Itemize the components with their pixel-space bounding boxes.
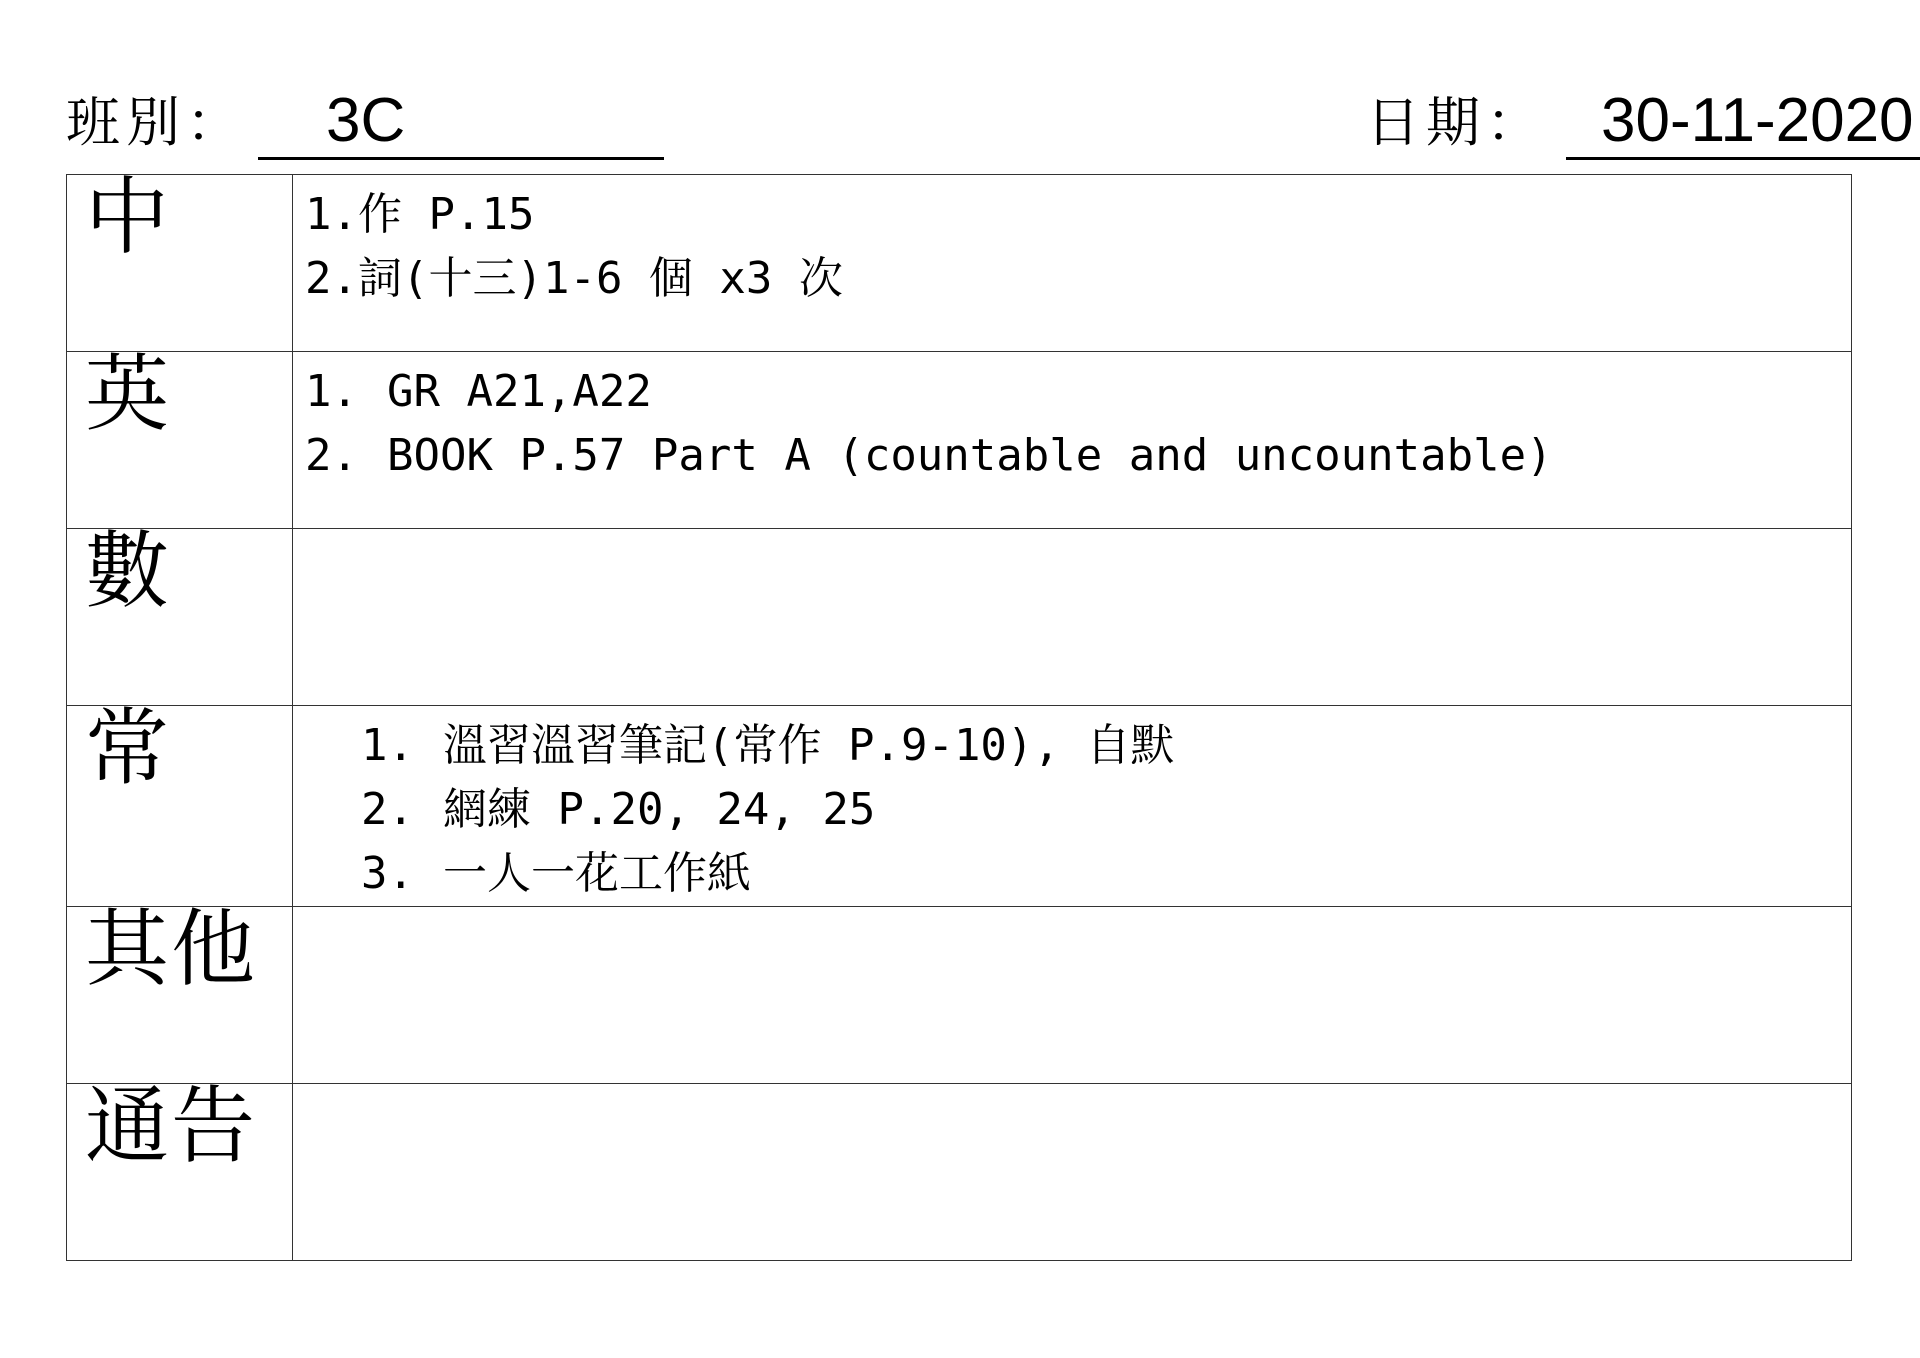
class-field [66,70,666,170]
subject-row-english [67,352,1852,529]
class-value: 3C [326,86,406,155]
subject-cell [67,699,293,907]
assignment-cell [293,1084,1852,1261]
item-text: 詞(十三)1-6 個 x3 次 [357,253,843,304]
subject-row-general-studies [67,706,1852,907]
item-number: 1. [361,720,414,771]
date-underline [1566,157,1920,160]
subject-row-chinese [67,175,1852,352]
subject-cell [67,1077,293,1261]
date-label: 日期： [1366,91,1546,154]
item-number: 1. [305,189,358,240]
assignment-item [305,424,1851,488]
item-number: 2. [361,784,414,835]
subject-label-chinese: 中 [85,168,172,266]
subject-row-others [67,907,1852,1084]
subject-label-math: 數 [85,522,172,620]
item-text: 作 P.15 [357,189,535,240]
date-field [1316,70,1920,170]
item-number: 2. [305,430,358,481]
subject-cell [67,900,293,1084]
assignment-item [305,360,1851,424]
subject-label-english: 英 [85,345,172,443]
assignment-item [361,714,1851,778]
header [66,70,1914,170]
item-text: GR A21,A22 [387,366,652,417]
homework-table [66,168,1852,1261]
item-number: 2. [305,253,358,304]
assignment-list [293,352,1851,488]
assignment-cell [293,352,1852,529]
assignment-cell [293,907,1852,1084]
item-text: 網練 P.20, 24, 25 [443,784,876,835]
assignment-item [305,183,1851,247]
assignment-item [305,247,1851,311]
assignment-list [293,175,1851,311]
assignment-item [361,842,1851,906]
subject-label-notices: 通告 [85,1077,258,1175]
assignment-item [361,778,1851,842]
class-underline [258,157,664,160]
assignment-list [293,706,1851,906]
assignment-cell [293,706,1852,907]
subject-cell [67,168,293,352]
subject-cell [67,345,293,529]
subject-label-general-studies: 常 [85,699,172,797]
assignment-cell [293,529,1852,706]
item-number: 1. [305,366,358,417]
date-value: 30-11-2020 [1601,86,1914,155]
subject-cell [67,522,293,706]
subject-label-others: 其他 [85,900,258,998]
item-text: 溫習溫習筆記(常作 P.9-10), 自默 [443,720,1175,771]
item-text: 一人一花工作紙 [443,848,751,899]
item-text: BOOK P.57 Part A (countable and uncountable) [387,430,1553,481]
assignment-cell [293,175,1852,352]
item-number: 3. [361,848,414,899]
subject-row-math [67,529,1852,706]
subject-row-notices [67,1084,1852,1261]
class-label: 班別： [66,91,246,154]
